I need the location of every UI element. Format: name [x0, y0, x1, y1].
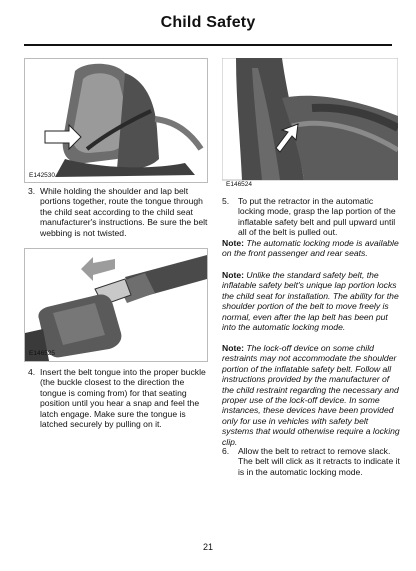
child-seat-illustration: [25, 59, 207, 182]
step-text: To put the retractor in the automatic locking mode, grasp the lap portion of the inflatable safety belt and pull upward until all of the belt is pulled out.: [238, 196, 396, 238]
figure-code: E146524: [226, 181, 253, 188]
figure-code: E142530: [29, 172, 56, 179]
note-label: Note:: [222, 238, 244, 248]
note-text: Unlike the standard safety belt, the inflatable safety belt's unique lap portion locks the child seat for installation. The ability for the shoulder portion of the belt to move freely is normal, even after the lap belt has been put into the automatic locking mode.: [222, 270, 399, 333]
note-label: Note:: [222, 343, 244, 353]
step-number: 6.: [222, 446, 230, 456]
figure-code: E146525: [29, 350, 56, 357]
figure-retractor-lock: [222, 58, 398, 188]
note-lap-portion: [222, 270, 402, 332]
title-rule: [24, 44, 392, 46]
note-label: Note:: [222, 270, 244, 280]
note-locking-mode: [222, 238, 402, 259]
retractor-lock-illustration: [222, 58, 398, 188]
page-number: 21: [202, 542, 213, 552]
step-number: 4.: [28, 367, 36, 377]
belt-buckle-illustration: [25, 249, 207, 361]
figure-child-seat-routing: [24, 58, 208, 183]
note-lock-off-device: [222, 343, 402, 447]
step-number: 3.: [28, 186, 36, 196]
step-text: Insert the belt tongue into the proper buckle (the buckle closest to the direction the tongue is coming from) for that seating position until you hear a snap and feel the latch engage. Make sure the tongue is latched securely by pulling on it.: [40, 367, 206, 430]
figure-belt-buckle: [24, 248, 208, 362]
note-text: The lock-off device on some child restraints may not accommodate the shoulder portion of the inflatable safety belt. Follow all instructions provided by the manufacturer of the child restraint regarding the necessary and proper use of the lock-off device. In some instances, these devices have been provided only for use in vehicles with safety belt systems that would otherwise require a locking clip.: [222, 343, 400, 447]
step-text: Allow the belt to retract to remove slack. The belt will click as it retracts to indicate it is in the automatic locking mode.: [238, 446, 400, 477]
step-text: While holding the shoulder and lap belt portions together, route the tongue through the child seat according to the child seat manufacturer's instructions. Be sure the belt webbing is not twisted.: [40, 186, 208, 238]
page-header: [0, 0, 416, 48]
note-text: The automatic locking mode is available on the front passenger and rear seats.: [222, 238, 399, 259]
page-title: Child Safety: [160, 14, 256, 31]
step-number: 5.: [222, 196, 230, 206]
